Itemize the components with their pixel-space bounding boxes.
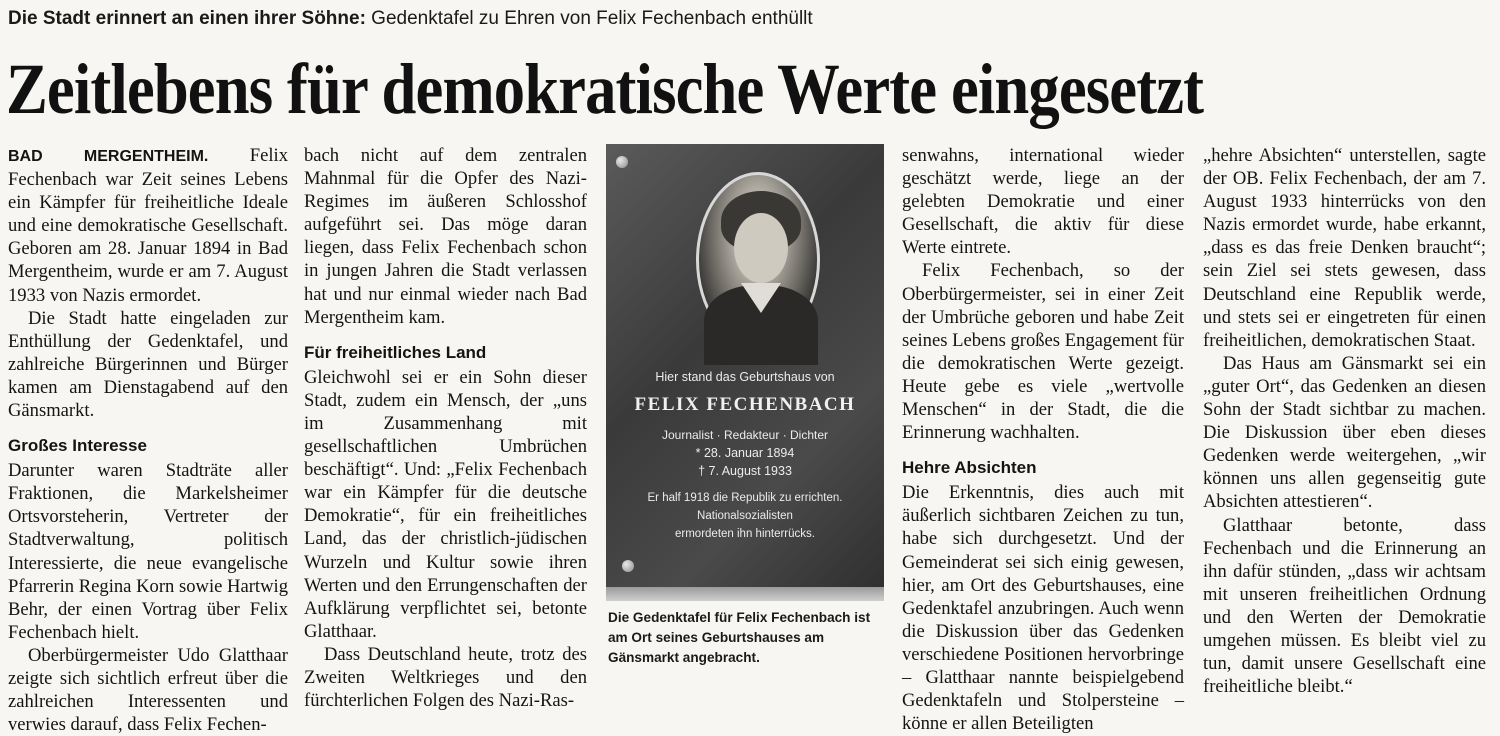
memorial-plaque-photo <box>606 144 884 601</box>
paragraph <box>8 144 288 307</box>
dateline: BAD MERGENTHEIM. <box>8 148 209 165</box>
plaque-text: Nationalsozialisten <box>697 510 793 522</box>
paragraph: Gleichwohl sei er ein Sohn dieser Stadt, zudem ein Mensch, der „uns im Zusammenhang mit gesellschaftlichen Umbrüchen beschäftigt“. Und: „Felix Fechenbach war ein Kämpfer für die deutsche Demokratie“, für ein freiheitliches Land, das der christlich-jüdischen Wurzeln und Kultur sowie ihren Werten und den Errungenschaften der Aufklärung verpflichtet sei, betonte Glatthaar. <box>304 366 587 642</box>
subheading: Hehre Absichten <box>902 458 1037 478</box>
screw-icon <box>616 156 628 168</box>
paragraph-text: Felix Fechenbach war Zeit seines Lebens ein Kämpfer für freiheitliche Ideale und eine demokratische Gesellschaft. Geboren am 28. Januar 1894 in Bad Mergentheim, wurde er am 7. August 1933 von Nazis ermordet. <box>8 145 288 306</box>
subheading: Für freiheitliches Land <box>304 342 487 362</box>
portrait-image <box>696 172 820 348</box>
paragraph: senwahns, international wieder geschätzt werde, liege an der gelebten Demokratie und einer Gesellschaft, die aktiv für diese Werte eintrete. <box>902 145 1184 259</box>
plaque-name: FELIX FECHENBACH <box>634 394 856 415</box>
paragraph: Darunter waren Stadträte aller Fraktionen, die Markelsheimer Ortsvorsteherin, Vertreter der Stadtverwaltung, politisch Interessierte, die neue evangelische Pfarrerin Regina Korn sowie Hartwig Behr, der einen Vortrag über Felix Fechenbach hielt. <box>8 460 288 643</box>
paragraph: bach nicht auf dem zentralen Mahnmal für die Opfer des Nazi-Regimes im äußeren Schlosshof aufgeführt sei. Das möge daran liegen, dass Felix Fechenbach schon in jungen Jahren die Stadt verlassen hat und nur einmal wieder nach Bad Mergentheim kam. <box>304 145 587 328</box>
plaque-edge <box>606 587 884 601</box>
screw-icon <box>622 560 634 572</box>
paragraph: Dass Deutschland heute, trotz des Zweiten Weltkrieges und den fürchterlichen Folgen des Nazi-Ras- <box>304 643 587 712</box>
plaque-text: Er half 1918 die Republik zu errichten. <box>647 492 843 504</box>
plaque-born: * 28. Januar 1894 <box>695 446 795 460</box>
paragraph: Die Erkenntnis, dies auch mit äußerlich sichtbaren Zeichen zu tun, habe sich durchgesetzt. Und der Gemeinderat sei sich einig gewesen, hier, am Ort des Geburtshauses, eine Gedenktafel anzubringen. Auch wenn die Diskussion über das Gedenken verschiedene Positionen hervorbringe – Glatthaar nannte beispielgebend Gedenktafeln und Stolpersteine – könne er allen Beteiligten <box>902 482 1184 735</box>
article-column-4 <box>1203 144 1486 698</box>
paragraph: Felix Fechenbach, so der Oberbürgermeister, sei in einer Zeit der Umbrüche geboren und habe Zeit seines Lebens großes Engagement für die demokratischen Werte gezeigt. Heute gebe es viele „wertvolle Menschen“ in der Stadt, die die Erinnerung wachhalten. <box>902 260 1184 444</box>
article-column-2 <box>304 144 587 712</box>
plaque-died: † 7. August 1933 <box>698 464 792 478</box>
kicker-bold: Die Stadt erinnert an einen ihrer Söhne: <box>8 8 366 29</box>
photo-caption: Die Gedenktafel für Felix Fechenbach ist am Ort seines Geburtshauses am Gänsmarkt angebracht. <box>608 610 871 665</box>
plaque-roles: Journalist · Redakteur · Dichter <box>661 428 829 442</box>
plaque-text: ermordeten ihn hinterrücks. <box>675 528 815 540</box>
plaque-line: Hier stand das Geburtshaus von <box>655 370 835 384</box>
article-column-1 <box>8 144 288 736</box>
paragraph: Oberbürgermeister Udo Glatthaar zeigte sich sichtlich erfreut über die zahlreichen Interessenten und verwies darauf, dass Felix Fechen- <box>8 644 288 736</box>
kicker-rest: Gedenktafel zu Ehren von Felix Fechenbach enthüllt <box>365 8 813 29</box>
headline: Zeitlebens für demokratische Werte eingesetzt <box>6 49 1204 129</box>
paragraph: Glatthaar betonte, dass Fechenbach und die Erinnerung an ihn dafür stünden, „dass wir achtsam mit unseren freiheitlichen Ordnung und den Werten der Demokratie umgehen müssen. Es bleibt viel zu tun, damit unsere Gesellschaft eine freiheitliche bleibt.“ <box>1203 514 1486 698</box>
subheading: Großes Interesse <box>8 436 147 456</box>
kicker <box>8 8 813 30</box>
paragraph: „hehre Absichten“ unterstellen, sagte der OB. Felix Fechenbach, der am 7. August 1933 hinterrücks von den Nazis ermordet wurde, habe erkannt, „dass es das freie Denken braucht“; sein Ziel sei stets gewesen, dass Deutschland eine Republik werde, und stets sei er eingetreten für einen freiheitlichen, demokratischen Staat. <box>1203 145 1486 351</box>
paragraph: Die Stadt hatte eingeladen zur Enthüllung der Gedenktafel, und zahlreiche Bürgerinnen und Bürger kamen am Dienstagabend auf den Gänsmarkt. <box>8 307 288 422</box>
article-column-3 <box>902 144 1184 735</box>
paragraph: Das Haus am Gänsmarkt sei ein „guter Ort“, das Gedenken an diesen Sohn der Stadt sichtbar zu machen. Die Diskussion über eben dieses Gedenken werde weitergehen, „wir können uns allen gegenseitig gute Absichten attestieren“. <box>1203 352 1486 513</box>
